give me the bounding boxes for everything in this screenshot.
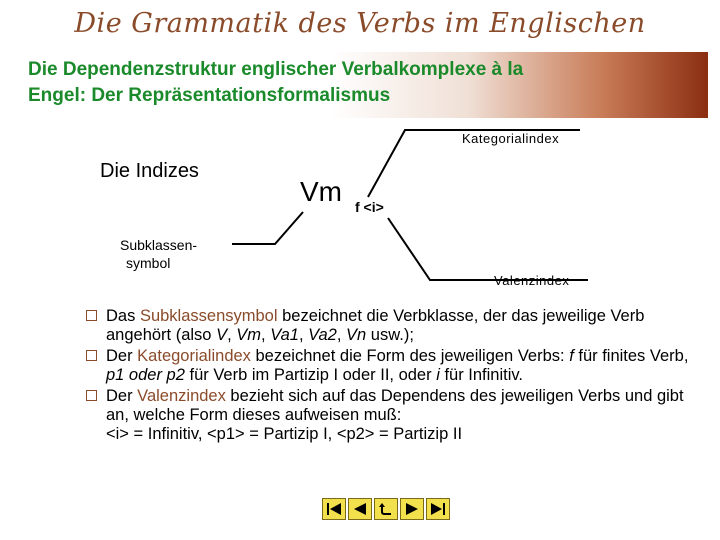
text: , (227, 326, 237, 344)
die-indizes-label: Die Indizes (100, 160, 199, 182)
previous-slide-button[interactable] (348, 498, 372, 520)
subklassen-line-1: Subklassen- (120, 237, 198, 253)
text: Vm (236, 326, 262, 344)
bullet-list (86, 307, 696, 446)
bullet-square-icon (86, 310, 97, 321)
text: i (436, 366, 440, 384)
return-icon (378, 502, 394, 516)
text: Der (106, 387, 138, 405)
slide-title-line-2: Engel: Der Repräsentationsformalismus (28, 85, 391, 106)
text: bezeichnet die Verbklasse, der das jeweilige Verb angehört (also (106, 307, 645, 344)
vm-symbol: Vm (300, 176, 342, 207)
vm-subscript: f <i> (355, 199, 384, 215)
term-valenzindex: Valenzindex (137, 387, 226, 405)
term-subklassensymbol: Subklassensymbol (139, 307, 278, 325)
slide-title-line-1: Die Dependenzstruktur englischer Verbalkomplexe à la (28, 59, 524, 80)
subklassen-line-2: symbol (126, 255, 171, 271)
bullet-kategorialindex (86, 347, 696, 385)
slide-navigation (322, 498, 450, 522)
last-slide-button[interactable] (426, 498, 450, 520)
text: für finites Verb, (573, 347, 689, 365)
text: , (261, 326, 271, 344)
text: <i> = Infinitiv, <p1> = Partizip I, <p2> = Partizip II (106, 425, 463, 443)
first-slide-button[interactable] (322, 498, 346, 520)
text: , (336, 326, 347, 344)
next-slide-button[interactable] (400, 498, 424, 520)
kategorialindex-label: Kategorialindex (462, 131, 560, 146)
text: p1 oder p2 (106, 366, 185, 384)
subklassensymbol-label (120, 236, 197, 272)
text: , (298, 326, 309, 344)
text: für Infinitiv. (439, 366, 523, 384)
banner-title: Die Grammatik des Verbs im Englischen (74, 8, 646, 39)
text: Der (106, 347, 138, 365)
text: Das (106, 307, 140, 325)
previous-slide-icon (352, 502, 368, 516)
text: für Verb im Partizip I oder II, oder (184, 366, 437, 384)
text: Va1 (270, 326, 299, 344)
text: usw.); (366, 326, 414, 344)
term-kategorialindex: Kategorialindex (137, 347, 251, 365)
bullet-valenzindex (86, 387, 696, 444)
valenzindex-connector (388, 218, 588, 280)
return-button[interactable] (374, 498, 398, 520)
subklassen-connector (232, 212, 303, 244)
text: bezeichnet die Form des jeweiligen Verbs: (250, 347, 570, 365)
bullet-square-icon (86, 350, 97, 361)
text: bezieht sich auf das Dependens des jeweiligen Verbs und gibt an, welche Form dieses aufweisen muß: (106, 387, 684, 424)
text: Vn (346, 326, 367, 344)
bullet-square-icon (86, 390, 97, 401)
next-slide-icon (404, 502, 420, 516)
text: f (569, 347, 574, 365)
bullet-subklassensymbol (86, 307, 696, 345)
last-slide-icon (430, 502, 446, 516)
first-slide-icon (326, 502, 342, 516)
valenzindex-label: Valenzindex (494, 273, 570, 288)
text: Va2 (308, 326, 337, 344)
text: V (216, 326, 228, 344)
